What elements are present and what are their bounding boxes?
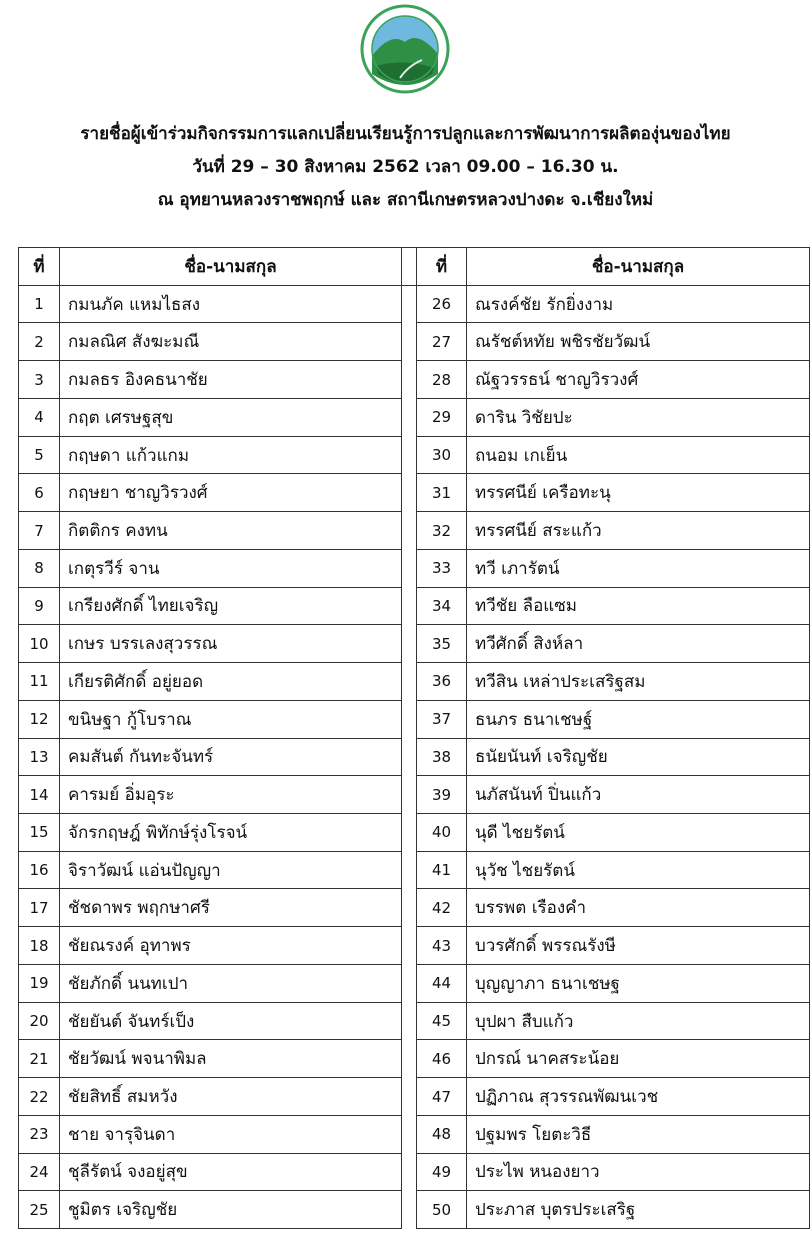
column-gap [402,474,417,512]
participant-name-right: นภัสนันท์ ปิ่นแก้ว [467,776,810,814]
header-no-left: ที่ [19,248,60,286]
table-row [19,549,810,587]
participant-name-right: ดาริน วิชัยปะ [467,398,810,436]
participant-name-right: บุญญาภา ธนาเชษฐ [467,964,810,1002]
participant-name-right: ธนภร ธนาเชษฐ์ [467,700,810,738]
row-number-right: 50 [417,1191,467,1229]
table-row [19,512,810,550]
column-gap [402,587,417,625]
row-number-right: 32 [417,512,467,550]
participant-name-left: ชัยยันต์ จันทร์เป็ง [60,1002,402,1040]
row-number-left: 20 [19,1002,60,1040]
participant-name-left: ชัยภักดิ์ นนทเปา [60,964,402,1002]
participant-name-left: คารมย์ อิ่มอุระ [60,776,402,814]
row-number-left: 14 [19,776,60,814]
participant-name-right: ณรัชต์หทัย พชิรชัยวัฒน์ [467,323,810,361]
table-row [19,1191,810,1229]
participant-name-left: ชุลีรัตน์ จงอยู่สุข [60,1153,402,1191]
participant-name-left: เกตุรวีร์ จาน [60,549,402,587]
column-gap [402,323,417,361]
table-row [19,1002,810,1040]
column-gap [402,964,417,1002]
participant-name-right: ปกรณ์ นาคสระน้อย [467,1040,810,1078]
participant-name-right: ทรรศนีย์ เครือทะนุ [467,474,810,512]
row-number-left: 1 [19,285,60,323]
participant-name-left: เกษร บรรเลงสุวรรณ [60,625,402,663]
row-number-left: 22 [19,1078,60,1116]
row-number-left: 10 [19,625,60,663]
participant-name-left: กมลธร อิงคธนาชัย [60,361,402,399]
row-number-left: 6 [19,474,60,512]
row-number-left: 23 [19,1115,60,1153]
participant-name-right: นุวัช ไชยรัตน์ [467,851,810,889]
document-title: รายชื่อผู้เข้าร่วมกิจกรรมการแลกเปลี่ยนเรียนรู้การปลูกและการพัฒนาการผลิตองุ่นของไทย [80,124,731,144]
participant-name-left: กมลณิศ สังฆะมณี [60,323,402,361]
row-number-left: 11 [19,663,60,701]
row-number-right: 46 [417,1040,467,1078]
participant-name-left: กิตติกร คงทน [60,512,402,550]
row-number-right: 26 [417,285,467,323]
participant-name-right: ทวีสิน เหล่าประเสริฐสม [467,663,810,701]
participant-table [18,247,810,1229]
participant-name-right: ทวีชัย ลือแซม [467,587,810,625]
table-row [19,663,810,701]
row-number-left: 5 [19,436,60,474]
row-number-right: 36 [417,663,467,701]
table-row [19,398,810,436]
participant-name-left: เกียรติศักดิ์ อยู่ยอด [60,663,402,701]
column-gap [402,738,417,776]
participant-name-right: ประภาส บุตรประเสริฐ [467,1191,810,1229]
table-row [19,700,810,738]
row-number-left: 2 [19,323,60,361]
row-number-left: 25 [19,1191,60,1229]
table-row [19,587,810,625]
row-number-left: 16 [19,851,60,889]
row-number-right: 41 [417,851,467,889]
participant-name-right: ทวีศักดิ์ สิงห์ลา [467,625,810,663]
row-number-left: 4 [19,398,60,436]
column-gap [402,625,417,663]
participant-name-left: กมนภัค แหมไธสง [60,285,402,323]
column-gap [402,248,417,286]
participant-name-right: ทรรศนีย์ สระแก้ว [467,512,810,550]
row-number-left: 19 [19,964,60,1002]
event-date: วันที่ 29 – 30 สิงหาคม 2562 เวลา 09.00 – 16.30 น. [192,157,619,177]
column-gap [402,1040,417,1078]
table-row [19,1115,810,1153]
row-number-left: 7 [19,512,60,550]
column-gap [402,814,417,852]
row-number-right: 30 [417,436,467,474]
participant-name-left: ชูมิตร เจริญชัย [60,1191,402,1229]
header-name-right: ชื่อ-นามสกุล [467,248,810,286]
column-gap [402,851,417,889]
participant-name-left: ชัยณรงค์ อุทาพร [60,927,402,965]
column-gap [402,285,417,323]
header-name-left: ชื่อ-นามสกุล [60,248,402,286]
column-gap [402,1153,417,1191]
table-row [19,927,810,965]
column-gap [402,663,417,701]
column-gap [402,398,417,436]
participant-name-right: ประไพ หนองยาว [467,1153,810,1191]
row-number-right: 31 [417,474,467,512]
participant-name-left: ขนิษฐา กู้โบราณ [60,700,402,738]
participant-name-right: บุปผา สืบแก้ว [467,1002,810,1040]
column-gap [402,776,417,814]
institute-logo [360,4,450,94]
table-header-row [19,248,810,286]
row-number-right: 38 [417,738,467,776]
participant-name-right: บรรพต เรืองคำ [467,889,810,927]
row-number-left: 8 [19,549,60,587]
participant-name-right: ณรงค์ชัย รักยิ่งงาม [467,285,810,323]
row-number-left: 15 [19,814,60,852]
participant-name-left: จักรกฤษฎ์ พิทักษ์รุ่งโรจน์ [60,814,402,852]
participant-name-right: นุดี ไชยรัตน์ [467,814,810,852]
participant-name-left: กฤษดา แก้วแกม [60,436,402,474]
row-number-right: 42 [417,889,467,927]
column-gap [402,436,417,474]
participant-name-left: เกรียงศักดิ์ ไทยเจริญ [60,587,402,625]
row-number-right: 37 [417,700,467,738]
row-number-right: 43 [417,927,467,965]
participant-name-left: ชาย จารุจินดา [60,1115,402,1153]
table-row [19,738,810,776]
column-gap [402,889,417,927]
table-row [19,285,810,323]
row-number-left: 21 [19,1040,60,1078]
event-location: ณ อุทยานหลวงราชพฤกษ์ และ สถานีเกษตรหลวงปางดะ จ.เชียงใหม่ [157,190,654,210]
participant-name-right: ปฐมพร โยตะวิธี [467,1115,810,1153]
table-row [19,323,810,361]
row-number-right: 27 [417,323,467,361]
participant-name-right: บวรศักดิ์ พรรณรังษี [467,927,810,965]
table-row [19,361,810,399]
row-number-right: 48 [417,1115,467,1153]
participant-name-left: คมสันต์ กันทะจันทร์ [60,738,402,776]
row-number-left: 9 [19,587,60,625]
row-number-left: 12 [19,700,60,738]
row-number-right: 28 [417,361,467,399]
table-row [19,964,810,1002]
table-row [19,889,810,927]
row-number-right: 39 [417,776,467,814]
row-number-right: 33 [417,549,467,587]
table-row [19,436,810,474]
row-number-left: 24 [19,1153,60,1191]
table-row [19,814,810,852]
table-row [19,1078,810,1116]
table-row [19,1040,810,1078]
row-number-right: 40 [417,814,467,852]
participant-name-left: กฤษยา ชาญวิรวงศ์ [60,474,402,512]
row-number-right: 35 [417,625,467,663]
participant-name-left: ชัชดาพร พฤกษาศรี [60,889,402,927]
column-gap [402,1115,417,1153]
table-row [19,776,810,814]
column-gap [402,549,417,587]
row-number-left: 17 [19,889,60,927]
participant-name-right: ปฏิภาณ สุวรรณพัฒนเวช [467,1078,810,1116]
participant-name-left: กฤต เศรษฐสุข [60,398,402,436]
row-number-right: 49 [417,1153,467,1191]
column-gap [402,361,417,399]
participant-name-left: จิราวัฒน์ แอ่นปัญญา [60,851,402,889]
participant-name-right: ธนัยนันท์ เจริญชัย [467,738,810,776]
row-number-right: 29 [417,398,467,436]
row-number-right: 45 [417,1002,467,1040]
participant-name-right: ทวี เภารัตน์ [467,549,810,587]
row-number-right: 44 [417,964,467,1002]
table-row [19,625,810,663]
table-row [19,1153,810,1191]
column-gap [402,700,417,738]
row-number-right: 47 [417,1078,467,1116]
participant-name-left: ชัยวัฒน์ พจนาพิมล [60,1040,402,1078]
row-number-left: 3 [19,361,60,399]
column-gap [402,927,417,965]
row-number-right: 34 [417,587,467,625]
table-row [19,474,810,512]
column-gap [402,512,417,550]
header-no-right: ที่ [417,248,467,286]
table-row [19,851,810,889]
column-gap [402,1002,417,1040]
participant-name-left: ชัยสิทธิ์ สมหวัง [60,1078,402,1116]
column-gap [402,1191,417,1229]
participant-name-right: ณัฐวรรธน์ ชาญวิรวงศ์ [467,361,810,399]
row-number-left: 18 [19,927,60,965]
column-gap [402,1078,417,1116]
participant-name-right: ถนอม เกเย็น [467,436,810,474]
row-number-left: 13 [19,738,60,776]
